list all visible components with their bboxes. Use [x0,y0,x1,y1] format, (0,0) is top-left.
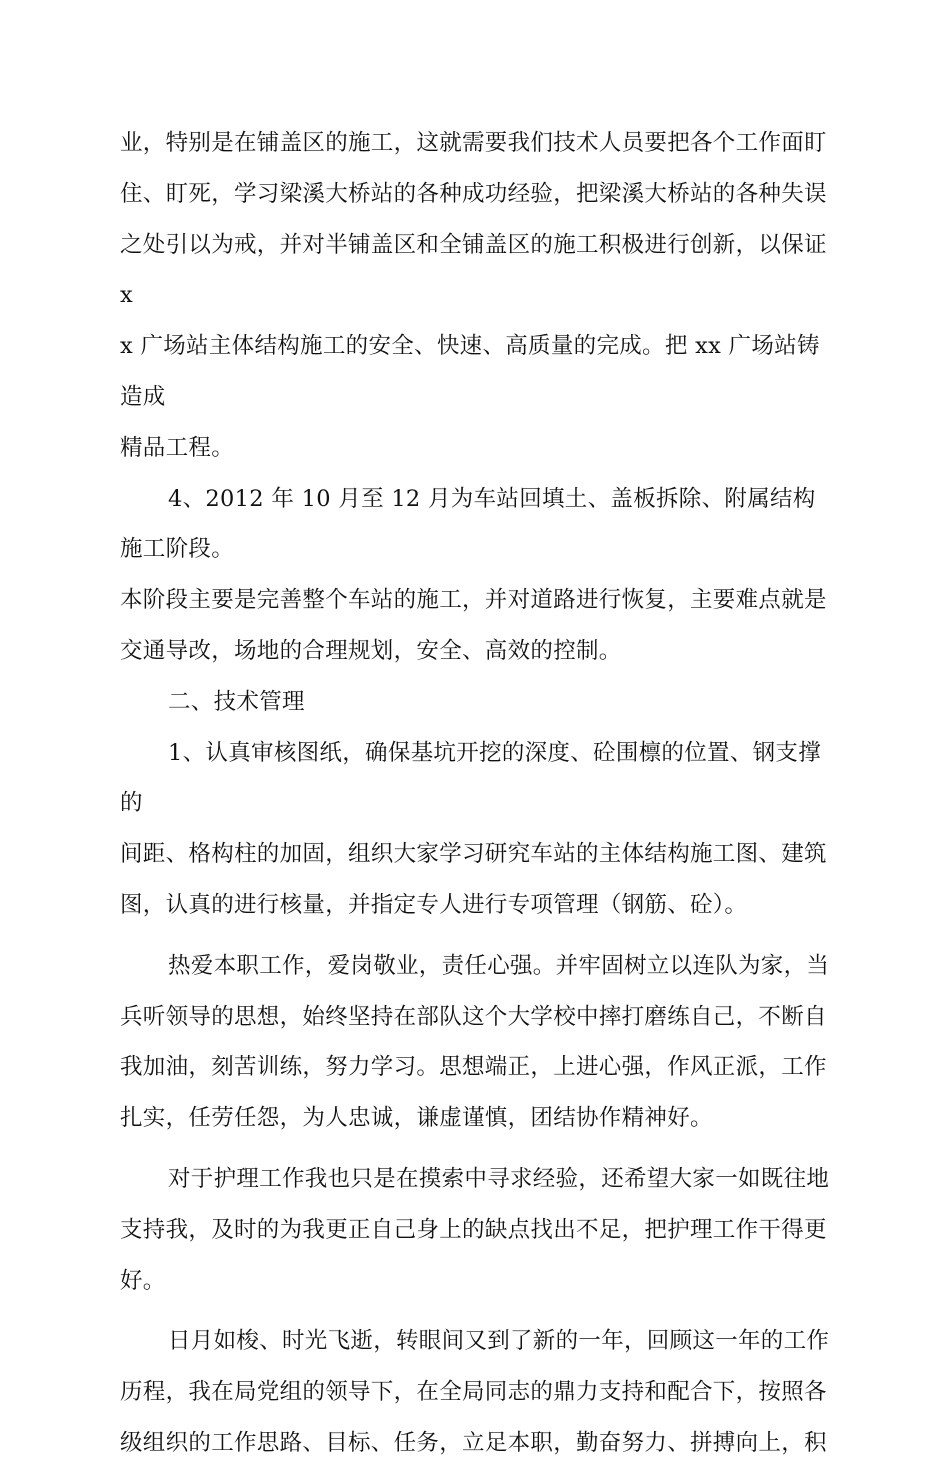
paragraph-continuation: 业，特别是在铺盖区的施工，这就需要我们技术人员要把各个工作面盯 住、盯死，学习梁溪大桥站的各种成功经验，把梁溪大桥站的各种失误 之处引以为戒，并对半铺盖区和全铺盖区的施工积极进行创新，以保证 x x 广场站主体结构施工的安全、快速、高质量的完成。把 xx 广场站铸造成 精品工程。 [120,130,827,461]
paragraph-review-drawings: 1、认真审核图纸，确保基坑开挖的深度、砼围檩的位置、钢支撑的 间距、格构柱的加固，组织大家学习研究车站的主体结构施工图、建筑 图，认真的进行核量，并指定专人进行专项管理（钢筋、砼）。 [120,739,827,918]
section-heading-tech-management: 二、技术管理 [168,688,305,715]
paragraph-phase-4: 4、2012 年 10 月至 12 月为车站回填土、盖板拆除、附属结构施工阶段。 本阶段主要是完善整个车站的施工，并对道路进行恢复，主要难点就是 交通导改，场地的合理规划，安全、高效的控制。 [120,485,827,664]
paragraph-work-attitude: 热爱本职工作，爱岗敬业，责任心强。并牢固树立以连队为家，当 兵听领导的思想，始终坚持在部队这个大学校中摔打磨练自己，不断自 我加油，刻苦训练，努力学习。思想端正，上进心强，作风正派，工作 扎实，任劳任怨，为人忠诚，谦虚谨慎，团结协作精神好。 [120,952,830,1132]
paragraph-nursing-work: 对于护理工作我也只是在摸索中寻求经验，还希望大家一如既往地 支持我，及时的为我更正自己身上的缺点找出不足，把护理工作干得更 好。 [120,1165,830,1294]
document-page [120,118,830,1469]
paragraph-year-review: 日月如梭、时光飞逝，转眼间又到了新的一年，回顾这一年的工作 历程，我在局党组的领导下，在全局同志的鼎力支持和配合下，按照各 级组织的工作思路、目标、任务，立足本职，勤奋努力、拼搏向上，积 [120,1328,830,1456]
